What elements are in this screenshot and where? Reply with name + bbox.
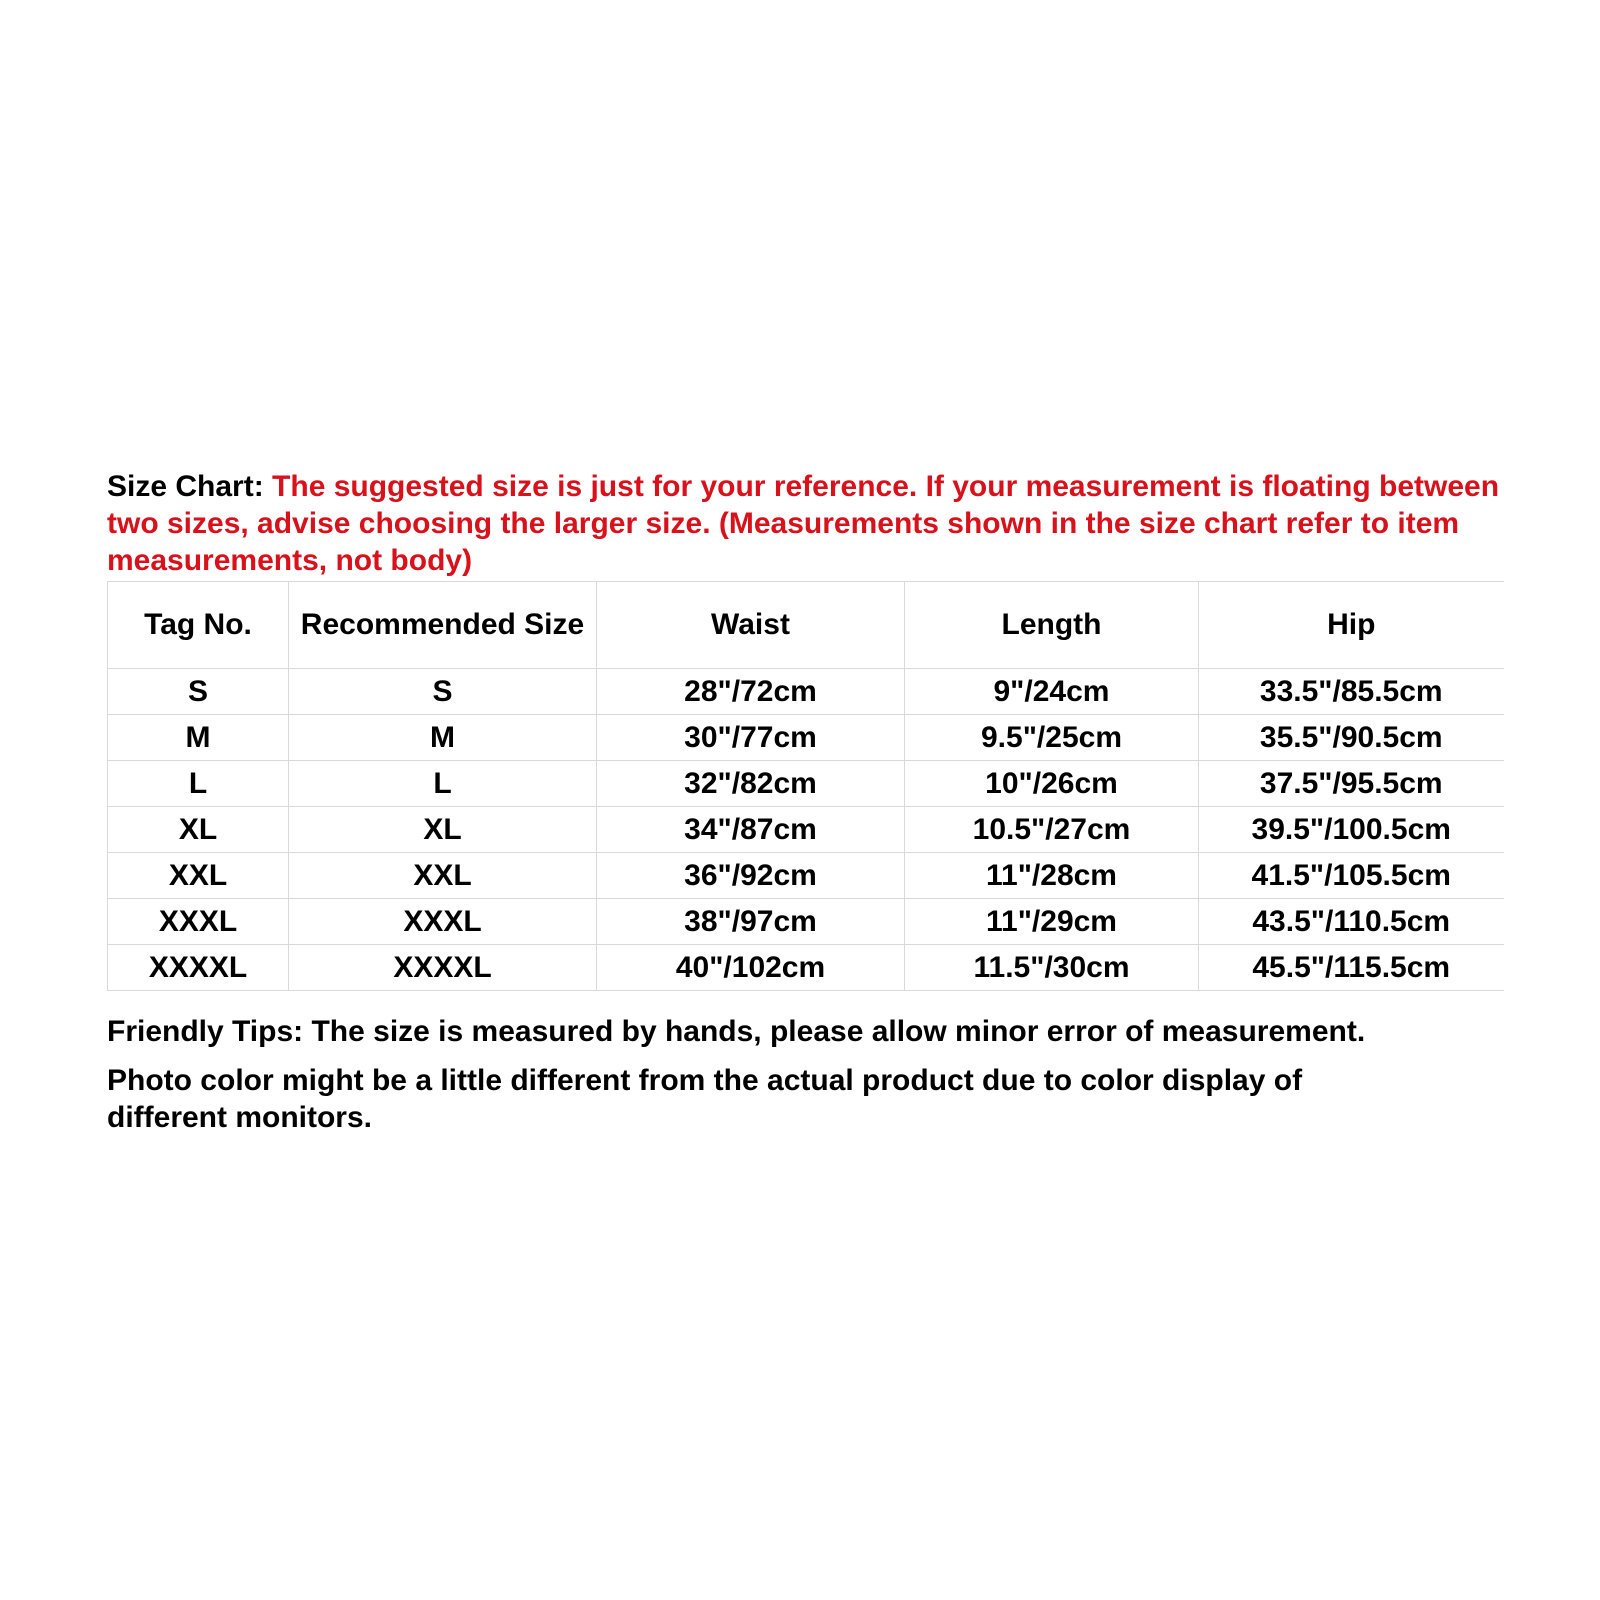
table-row (108, 807, 1504, 853)
cell-tag-no: S (108, 669, 289, 715)
cell-hip: 45.5"/115.5cm (1199, 945, 1504, 991)
cell-tag-no: XXXXL (108, 945, 289, 991)
cell-length: 9.5"/25cm (905, 715, 1199, 761)
cell-recommended-size: XXXXL (289, 945, 597, 991)
header-recommended-size: Recommended Size (289, 582, 597, 669)
cell-hip: 33.5"/85.5cm (1199, 669, 1504, 715)
cell-recommended-size: S (289, 669, 597, 715)
header-hip: Hip (1199, 582, 1504, 669)
photo-color-note: Photo color might be a little different from the actual product due to color display of different monitors. (107, 1064, 1303, 1134)
table-row (108, 945, 1504, 991)
cell-waist: 38"/97cm (597, 899, 905, 945)
cell-waist: 28"/72cm (597, 669, 905, 715)
cell-length: 11"/28cm (905, 853, 1199, 899)
friendly-tips-text: Friendly Tips: The size is measured by hands, please allow minor error of measurement. (107, 1015, 1366, 1048)
size-table (107, 581, 1504, 991)
cell-length: 11.5"/30cm (905, 945, 1199, 991)
header-waist: Waist (597, 582, 905, 669)
cell-tag-no: L (108, 761, 289, 807)
cell-recommended-size: XL (289, 807, 597, 853)
table-row (108, 853, 1504, 899)
cell-recommended-size: M (289, 715, 597, 761)
cell-hip: 41.5"/105.5cm (1199, 853, 1504, 899)
table-row (108, 715, 1504, 761)
cell-length: 9"/24cm (905, 669, 1199, 715)
table-row (108, 761, 1504, 807)
cell-recommended-size: XXL (289, 853, 597, 899)
cell-hip: 37.5"/95.5cm (1199, 761, 1504, 807)
cell-recommended-size: XXXL (289, 899, 597, 945)
table-header-row (108, 582, 1504, 669)
cell-waist: 36"/92cm (597, 853, 905, 899)
cell-tag-no: XL (108, 807, 289, 853)
header-tag-no: Tag No. (108, 582, 289, 669)
size-chart-note: The suggested size is just for your reference. If your measurement is floating between two sizes, advise choosing the larger size. (Measurements shown in the size chart refer to item measurements, not body) (107, 470, 1500, 577)
cell-waist: 32"/82cm (597, 761, 905, 807)
table-row (108, 669, 1504, 715)
header-length: Length (905, 582, 1199, 669)
cell-tag-no: M (108, 715, 289, 761)
cell-waist: 30"/77cm (597, 715, 905, 761)
cell-hip: 43.5"/110.5cm (1199, 899, 1504, 945)
cell-waist: 40"/102cm (597, 945, 905, 991)
cell-waist: 34"/87cm (597, 807, 905, 853)
table-row (108, 899, 1504, 945)
cell-recommended-size: L (289, 761, 597, 807)
cell-hip: 39.5"/100.5cm (1199, 807, 1504, 853)
cell-tag-no: XXXL (108, 899, 289, 945)
cell-hip: 35.5"/90.5cm (1199, 715, 1504, 761)
size-chart-label: Size Chart: (107, 470, 264, 503)
cell-length: 10.5"/27cm (905, 807, 1199, 853)
cell-tag-no: XXL (108, 853, 289, 899)
cell-length: 11"/29cm (905, 899, 1199, 945)
cell-length: 10"/26cm (905, 761, 1199, 807)
size-chart-heading (107, 468, 1517, 579)
